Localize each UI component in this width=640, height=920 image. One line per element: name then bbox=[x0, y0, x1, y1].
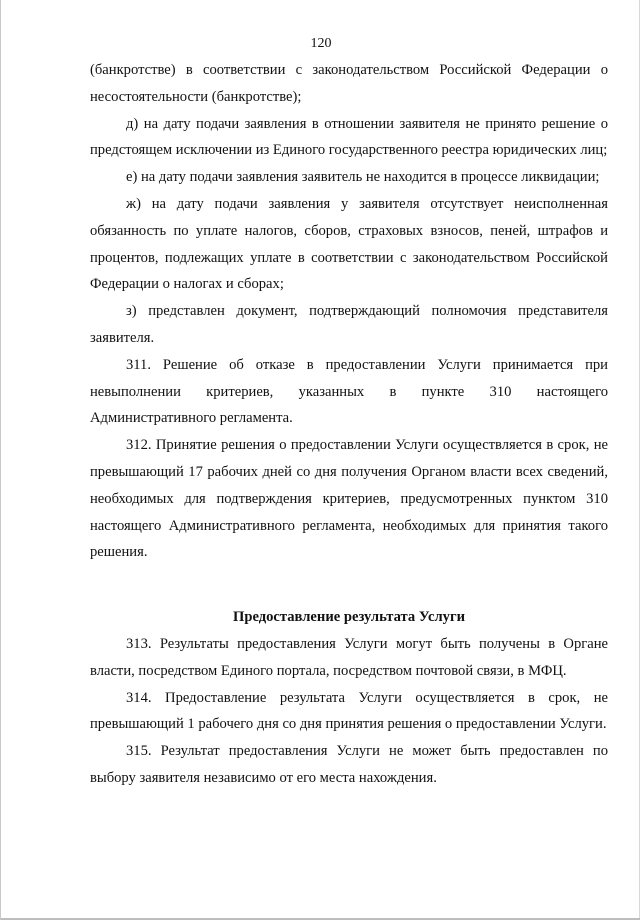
paragraph-313: 313. Результаты предоставления Услуги могут быть получены в Органе власти, посредством Единого портала, посредством почтовой связи, в МФЦ. bbox=[90, 635, 608, 679]
page-body bbox=[90, 57, 608, 792]
section-heading: Предоставление результата Услуги bbox=[233, 609, 465, 626]
paragraph-item-e: е) на дату подачи заявления заявитель не находится в процессе ликвидации; bbox=[126, 169, 600, 186]
paragraph-item-z: з) представлен документ, подтверждающий полномочия представителя заявителя. bbox=[90, 303, 608, 346]
paragraph-item-zh: ж) на дату подачи заявления у заявителя отсутствует неисполненная обязанность по уплате налогов, сборов, страховых взносов, пеней, штрафов и процентов, подлежащих уплате в соответствии с законодательством Российской Федерации о налогах и сборах; bbox=[90, 195, 608, 293]
paragraph-item-d: д) на дату подачи заявления в отношении заявителя не принято решение о предстоящем исключении из Единого государственного реестра юридических лиц; bbox=[90, 115, 608, 159]
paragraph-315: 315. Результат предоставления Услуги не может быть предоставлен по выбору заявителя независимо от его места нахождения. bbox=[90, 743, 608, 786]
paragraph-312: 312. Принятие решения о предоставлении Услуги осуществляется в срок, не превышающий 17 рабочих дней со дня получения Органом власти всех сведений, необходимых для подтверждения критериев, предусмотренных пунктом 310 настоящего Административного регламента, необходимых для принятия такого решения. bbox=[90, 437, 608, 561]
paragraph-314: 314. Предоставление результата Услуги осуществляется в срок, не превышающий 1 рабочего дня со дня принятия решения о предоставлении Услуги. bbox=[90, 689, 608, 733]
paragraph-continuation: (банкротстве) в соответствии с законодательством Российской Федерации о несостоятельности (банкротстве); bbox=[90, 62, 608, 105]
paragraph-311: 311. Решение об отказе в предоставлении Услуги принимается при невыполнении критериев, указанных в пункте 310 настоящего Административного регламента. bbox=[90, 356, 608, 427]
page-number: 120 bbox=[310, 36, 332, 51]
